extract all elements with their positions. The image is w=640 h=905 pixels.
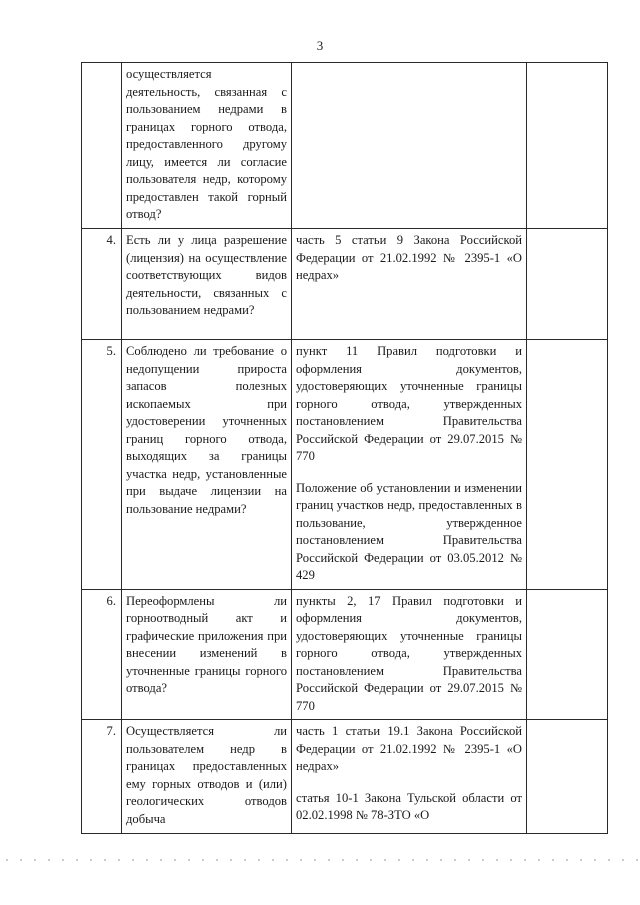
row-number: 5. bbox=[82, 340, 122, 590]
question-cell: Есть ли у лица разрешение (лицензия) на осуществление соответствующих видов деятельности, связанных с пользованием недрами? bbox=[122, 229, 292, 340]
question-cell: Соблюдено ли требование о недопущении прироста запасов полезных ископаемых при удостоверении уточненных границ горного отвода, выходящих за границы участка недр, установленные при выдаче лицензии на пользование недрами? bbox=[122, 340, 292, 590]
table-row bbox=[82, 720, 608, 834]
row-number: 4. bbox=[82, 229, 122, 340]
empty-cell bbox=[527, 340, 608, 590]
question-cell: осуществляется деятельность, связанная с пользованием недрами в границах горного отвода, предоставленного другому лицу, имеется ли согласие пользователя недр, которому предоставлен такой горный отвод? bbox=[122, 63, 292, 229]
legal-reference: статья 10-1 Закона Тульской области от 02.02.1998 № 78-ЗТО «О bbox=[296, 790, 522, 822]
legal-reference-cell bbox=[292, 340, 527, 590]
table-row bbox=[82, 229, 608, 340]
empty-cell bbox=[527, 720, 608, 834]
table-row bbox=[82, 589, 608, 720]
table-row bbox=[82, 63, 608, 229]
legal-reference-cell bbox=[292, 229, 527, 340]
empty-cell bbox=[527, 589, 608, 720]
page-number: 3 bbox=[316, 38, 324, 53]
question-cell: Осуществляется ли пользователем недр в границах предоставленных ему горных отводов и (или) геологических отводов добыча bbox=[122, 720, 292, 834]
row-number: 6. bbox=[82, 589, 122, 720]
question-cell: Переоформлены ли горноотводный акт и графические приложения при внесении изменений в уточненные границы горного отвода? bbox=[122, 589, 292, 720]
row-number: 7. bbox=[82, 720, 122, 834]
legal-reference: пункт 11 Правил подготовки и оформления документов, удостоверяющих уточненные границы горного отвода, утвержденных постановлением Правительства Российской Федерации от 29.07.2015 № 770 bbox=[296, 344, 522, 463]
legal-reference: часть 1 статьи 19.1 Закона Российской Федерации от 21.02.1992 № 2395-1 «О недрах» bbox=[296, 724, 522, 773]
legal-reference-cell bbox=[292, 63, 527, 229]
scan-artifact-dots bbox=[0, 857, 640, 863]
row-number bbox=[82, 63, 122, 229]
empty-cell bbox=[527, 229, 608, 340]
legal-reference-cell bbox=[292, 589, 527, 720]
legal-reference: часть 5 статьи 9 Закона Российской Федерации от 21.02.1992 № 2395-1 «О недрах» bbox=[296, 233, 522, 282]
legal-reference: Положение об установлении и изменении границ участков недр, предоставленных в пользование, утвержденное постановлением Правительства Российской Федерации от 03.05.2012 № 429 bbox=[296, 480, 522, 582]
table-row bbox=[82, 340, 608, 590]
legal-reference-cell bbox=[292, 720, 527, 834]
checklist-table bbox=[81, 62, 608, 834]
empty-cell bbox=[527, 63, 608, 229]
legal-reference: пункты 2, 17 Правил подготовки и оформления документов, удостоверяющих уточненные границы горного отвода, утвержденных постановлением Правительства Российской Федерации от 29.07.2015 № 770 bbox=[296, 593, 522, 713]
